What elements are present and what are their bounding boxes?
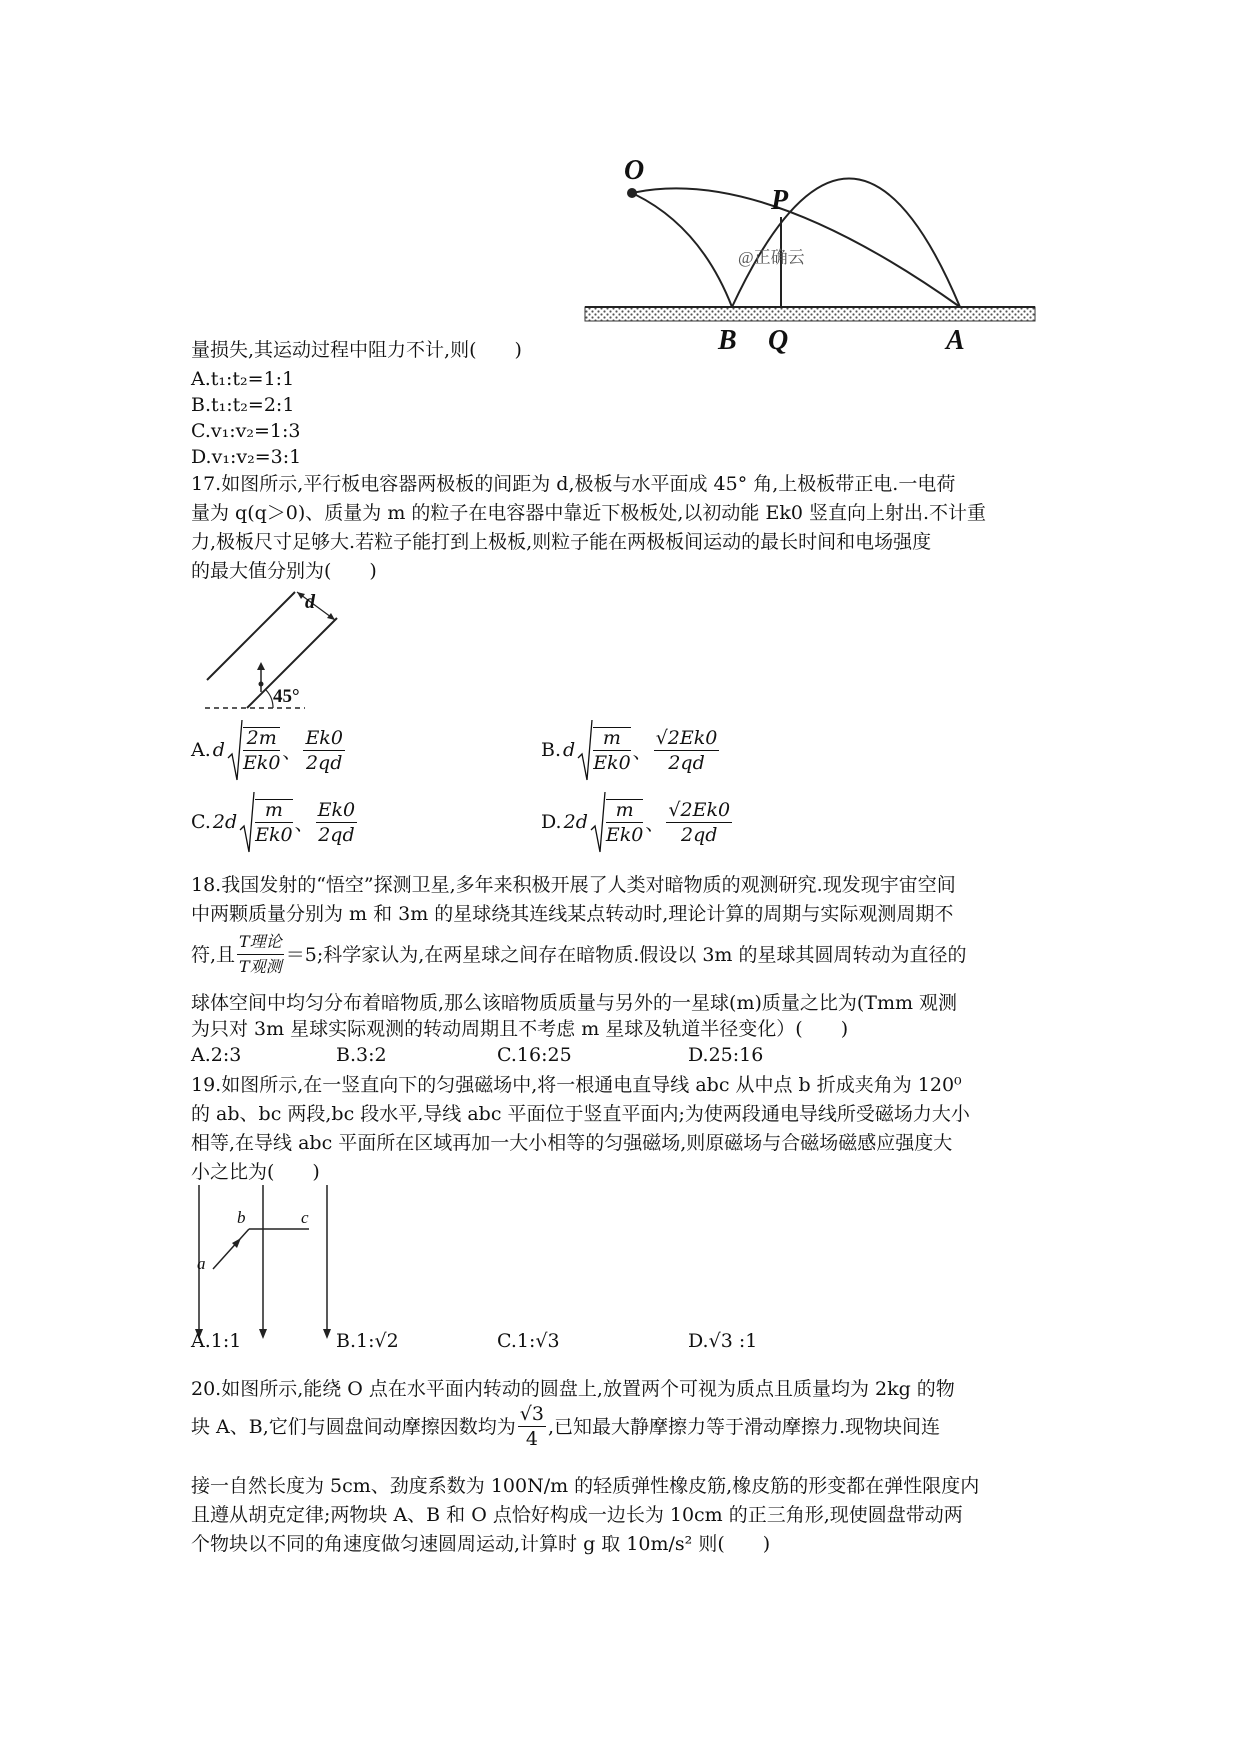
q16-tail: 量损失,其运动过程中阻力不计,则( ): [191, 339, 522, 361]
label-q: Q: [768, 325, 789, 356]
figure-17-capacitor: [195, 580, 355, 715]
q18-line-3: 符,且 $\frac{\text{T理论}}{\text{T观测}}$ ＝5;科学家认为,在两星球之间存在暗物质.假设以 3m 的星球其圆周转动为直径的: [191, 932, 967, 976]
q20-line-4: 且遵从胡克定律;两物块 A、B 和 O 点恰好构成一边长为 10cm 的正三角形,现使圆盘带动两: [191, 1504, 963, 1526]
figure-19-magnetic-field: [185, 1183, 345, 1343]
label-o: O: [624, 155, 645, 186]
q16-option-c[interactable]: C.v₁:v₂=1:3: [191, 420, 301, 442]
trajectory-o-to-b: [632, 193, 732, 307]
q18-option-d[interactable]: D.25:16: [688, 1044, 764, 1066]
label-angle: 45°: [273, 686, 300, 707]
q17-option-d[interactable]: D. 2d $\frac{m}{Ek0}$ 、 $\frac{√2Ek0}{2qd}$: [541, 790, 732, 854]
q18-option-a[interactable]: A.2:3: [191, 1044, 242, 1066]
q17-option-a[interactable]: A. d $\frac{2m}{Ek0}$ 、 $\frac{Ek0}{2qd}$: [191, 718, 345, 782]
q20-line-3: 接一自然长度为 5cm、劲度系数为 100N/m 的轻质弹性橡皮筋,橡皮筋的形变都在弹性限度内: [191, 1475, 980, 1497]
label-d: d: [305, 591, 315, 613]
watermark: @正确云: [738, 248, 805, 267]
q19-line-1: 19.如图所示,在一竖直向下的匀强磁场中,将一根通电直导线 abc 从中点 b 折成夹角为 120⁰: [191, 1074, 962, 1096]
label-b: b: [237, 1208, 246, 1227]
label-b: B: [718, 325, 737, 356]
q20-line-5: 个物块以不同的角速度做匀速圆周运动,计算时 g 取 10m/s² 则( ): [191, 1533, 771, 1555]
particle: [259, 682, 264, 687]
q20-line-2: 块 A、B,它们与圆盘间动摩擦因数均为 $\frac{√3}{4}$ ,已知最大静摩擦力等于滑动摩擦力.现物块间连: [191, 1403, 941, 1450]
angle-arc: [266, 690, 273, 708]
label-a: A: [946, 325, 965, 356]
q18-line-1: 18.我国发射的“悟空”探测卫星,多年来积极开展了人类对暗物质的观测研究.现发现宇宙空间: [191, 874, 956, 896]
label-c: c: [301, 1208, 309, 1227]
q19-option-d[interactable]: D.√3 :1: [688, 1330, 758, 1352]
ground: [585, 307, 1035, 321]
label-p: P: [771, 185, 789, 216]
point-o: [627, 188, 637, 198]
q18-option-c[interactable]: C.16:25: [497, 1044, 572, 1066]
figure-16-trajectory: [570, 145, 1050, 365]
q17-line-2: 量为 q(q＞0)、质量为 m 的粒子在电容器中靠近下极板处,以初动能 Ek0 竖直向上射出.不计重: [191, 502, 987, 524]
q17-line-4: 的最大值分别为( ): [191, 560, 377, 582]
trajectory-b-to-a: [732, 179, 960, 308]
q18-option-b[interactable]: B.3:2: [336, 1044, 387, 1066]
q17-line-3: 力,极板尺寸足够大.若粒子能打到上极板,则粒子能在两极板间运动的最长时间和电场强度: [191, 531, 932, 553]
q20-line-1: 20.如图所示,能绕 O 点在水平面内转动的圆盘上,放置两个可视为质点且质量均为 2kg 的物: [191, 1378, 955, 1400]
q19-option-b[interactable]: B.1:√2: [336, 1330, 399, 1352]
q16-option-d[interactable]: D.v₁:v₂=3:1: [191, 446, 302, 468]
q19-line-2: 的 ab、bc 两段,bc 段水平,导线 abc 平面位于竖直平面内;为使两段通电导线所受磁场力大小: [191, 1103, 970, 1125]
q18-line-5: 为只对 3m 星球实际观测的转动周期且不考虑 m 星球及轨道半径变化）( ): [191, 1018, 849, 1040]
label-a: a: [197, 1254, 206, 1273]
q17-option-b[interactable]: B. d $\frac{m}{Ek0}$ 、 $\frac{√2Ek0}{2qd}$: [541, 718, 719, 782]
q16-option-a[interactable]: A.t₁:t₂=1:1: [191, 368, 295, 390]
q17-line-1: 17.如图所示,平行板电容器两极板的间距为 d,极板与水平面成 45° 角,上极板带正电.一电荷: [191, 473, 956, 495]
q18-line-4: 球体空间中均匀分布着暗物质,那么该暗物质质量与另外的一星球(m)质量之比为(Tmm 观测: [191, 992, 958, 1014]
upper-plate: [207, 592, 295, 680]
q17-option-c[interactable]: C. 2d $\frac{m}{Ek0}$ 、 $\frac{Ek0}{2qd}$: [191, 790, 357, 854]
q16-option-b[interactable]: B.t₁:t₂=2:1: [191, 394, 295, 416]
q19-line-4: 小之比为( ): [191, 1161, 320, 1183]
wire-ab: [213, 1229, 249, 1269]
q18-line-2: 中两颗质量分别为 m 和 3m 的星球绕其连线某点转动时,理论计算的周期与实际观测周期不: [191, 903, 954, 925]
q19-option-c[interactable]: C.1:√3: [497, 1330, 560, 1352]
q19-line-3: 相等,在导线 abc 平面所在区域再加一大小相等的匀强磁场,则原磁场与合磁场磁感应强度大: [191, 1132, 953, 1154]
q19-option-a[interactable]: A.1:1: [191, 1330, 242, 1352]
